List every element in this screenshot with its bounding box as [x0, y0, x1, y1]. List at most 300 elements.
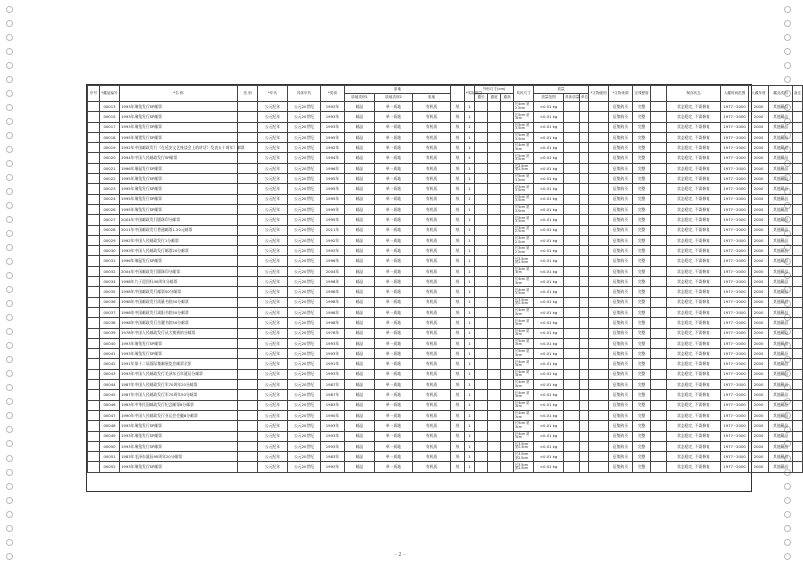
table-row — [88, 400, 803, 410]
cell-completeness: 完整 — [633, 462, 651, 472]
cell-empty — [564, 328, 580, 338]
cell-entry-year: 1977~2000 — [721, 153, 749, 163]
cell-entry-exact: 2000 — [749, 287, 769, 297]
cell-era: 公元20世纪 — [288, 266, 321, 276]
perforation-hole — [784, 511, 791, 518]
cell-weight: <0.01 kg — [534, 277, 564, 287]
perforation-hole — [6, 328, 13, 335]
table-row — [88, 338, 803, 348]
cell-empty — [580, 287, 589, 297]
cell-mat-b: 有机质 — [413, 204, 451, 214]
cell-empty — [580, 235, 589, 245]
cell-empty — [793, 132, 803, 142]
cell-mat-a: 单一质地 — [375, 143, 413, 153]
cell-empty — [501, 369, 514, 379]
cell-grade — [589, 132, 609, 142]
cell-empty — [793, 369, 803, 379]
cell-empty — [488, 277, 501, 287]
table-row — [88, 112, 803, 122]
cell-entry-year: 1977~2000 — [721, 122, 749, 132]
cell-completeness: 完整 — [633, 215, 651, 225]
cell-mat-b: 有机质 — [413, 380, 451, 390]
cell-remark: 其他藏品 — [769, 287, 793, 297]
cell-type: 邮品 — [345, 194, 375, 204]
cell-seq — [88, 246, 100, 256]
cell-condition: 状态稳定, 不需修复 — [667, 349, 721, 359]
cell-entry-exact: 2000 — [749, 153, 769, 163]
col-blank-2 — [651, 86, 667, 102]
cell-mat-c: 纸 — [451, 328, 465, 338]
cell-empty — [793, 277, 803, 287]
cell-year: 1993年 — [321, 338, 345, 348]
cell-name: 1993年瑞兔发行SP邮票 — [120, 462, 238, 472]
cell-era: 公元20世纪 — [288, 112, 321, 122]
table-row — [88, 256, 803, 266]
perforation-hole — [6, 469, 13, 476]
cell-empty — [488, 194, 501, 204]
cell-mat-b: 有机质 — [413, 307, 451, 317]
perforation-hole — [784, 48, 791, 55]
cell-empty — [475, 318, 488, 328]
cell-entry-exact: 2000 — [749, 184, 769, 194]
cell-type: 邮品 — [345, 441, 375, 451]
cell-name: 1993年中国人民邮政发行毛泽东百年诞辰分邮票 — [120, 369, 238, 379]
perforation-hole — [6, 497, 13, 504]
cell-code: 00020 — [100, 153, 120, 163]
cell-condition: 状态稳定, 不需修复 — [667, 359, 721, 369]
cell-era: 公元20世纪 — [288, 359, 321, 369]
cell-entry-exact: 2000 — [749, 452, 769, 462]
cell-empty — [651, 266, 667, 276]
cell-condition: 状态稳定, 不需修复 — [667, 369, 721, 379]
cell-weight: <0.01 kg — [534, 441, 564, 451]
cell-completeness: 完整 — [633, 400, 651, 410]
cell-mat-b: 有机质 — [413, 400, 451, 410]
table-row — [88, 153, 803, 163]
cell-seq — [88, 277, 100, 287]
col-size-w: 通宽 — [488, 94, 501, 102]
cell-completeness: 完整 — [633, 112, 651, 122]
cell-weight: <0.01 kg — [534, 380, 564, 390]
cell-empty — [501, 122, 514, 132]
table-row — [88, 421, 803, 431]
cell-empty — [651, 132, 667, 142]
cell-empty — [488, 431, 501, 441]
cell-code: 00022 — [100, 174, 120, 184]
cell-seq — [88, 112, 100, 122]
cell-mat-a: 单一质地 — [375, 266, 413, 276]
col-seq: 序号 — [88, 86, 100, 102]
cell-size: 长4cm 宽3cm — [514, 277, 534, 287]
cell-grade — [589, 184, 609, 194]
perforation-hole — [6, 20, 13, 27]
cell-weight: <0.01 kg — [534, 410, 564, 420]
cell-condition: 状态稳定, 不需修复 — [667, 225, 721, 235]
cell-source: 征集购买 — [609, 194, 633, 204]
cell-mat-b: 有机质 — [413, 328, 451, 338]
col-weight-unit: 单位 — [580, 94, 589, 102]
cell-category — [238, 462, 258, 472]
cell-size: 长3.5cm 宽2.5cm — [514, 256, 534, 266]
cell-age: 公元纪年 — [258, 153, 288, 163]
cell-size: 长4cm 宽3cm — [514, 369, 534, 379]
cell-empty — [475, 380, 488, 390]
cell-empty — [651, 184, 667, 194]
cell-seq — [88, 297, 100, 307]
cell-mat-c: 纸 — [451, 359, 465, 369]
cell-era: 公元20世纪 — [288, 256, 321, 266]
cell-category — [238, 421, 258, 431]
cell-empty — [475, 287, 488, 297]
table-row — [88, 235, 803, 245]
cell-empty — [501, 266, 514, 276]
cell-count: 1 — [465, 143, 475, 153]
cell-mat-a: 单一质地 — [375, 246, 413, 256]
cell-empty — [580, 256, 589, 266]
cell-empty — [501, 431, 514, 441]
cell-empty — [488, 369, 501, 379]
cell-seq — [88, 390, 100, 400]
cell-mat-b: 有机质 — [413, 143, 451, 153]
cell-type: 邮品 — [345, 153, 375, 163]
cell-count: 1 — [465, 256, 475, 266]
cell-remark: 其他藏品 — [769, 277, 793, 287]
cell-year: 1994年 — [321, 153, 345, 163]
cell-empty — [580, 153, 589, 163]
cell-empty — [580, 390, 589, 400]
cell-mat-a: 单一质地 — [375, 400, 413, 410]
cell-count: 1 — [465, 102, 475, 112]
cell-type: 邮品 — [345, 410, 375, 420]
cell-code: 00052 — [100, 462, 120, 472]
col-size-group: 外形尺寸(cm) — [475, 86, 514, 94]
cell-name: 1992年中国人民邮政发行1分邮票 — [120, 235, 238, 245]
cell-condition: 状态稳定, 不需修复 — [667, 307, 721, 317]
cell-source: 征集购买 — [609, 400, 633, 410]
cell-empty — [793, 287, 803, 297]
cell-remark: 其他藏品 — [769, 246, 793, 256]
perforation-hole — [6, 188, 13, 195]
cell-empty — [651, 431, 667, 441]
cell-completeness: 完整 — [633, 204, 651, 214]
cell-category — [238, 122, 258, 132]
cell-empty — [488, 122, 501, 132]
cell-weight: <0.01 kg — [534, 132, 564, 142]
cell-entry-exact: 2000 — [749, 194, 769, 204]
col-name: *名 称 — [120, 86, 238, 102]
cell-remark: 其他藏品 — [769, 163, 793, 173]
cell-empty — [488, 184, 501, 194]
cell-category — [238, 204, 258, 214]
table-row — [88, 132, 803, 142]
cell-empty — [501, 452, 514, 462]
cell-size: 长4cm 宽2.5cm — [514, 102, 534, 112]
cell-empty — [475, 184, 488, 194]
cell-age: 公元纪年 — [258, 307, 288, 317]
cell-remark: 其他藏品 — [769, 215, 793, 225]
cell-source: 征集购买 — [609, 122, 633, 132]
table-row — [88, 452, 803, 462]
cell-empty — [475, 390, 488, 400]
cell-count: 1 — [465, 369, 475, 379]
cell-size: 长3.5cm 宽2.5cm — [514, 462, 534, 472]
cell-count: 1 — [465, 277, 475, 287]
cell-code: 00031 — [100, 256, 120, 266]
cell-entry-year: 1977~2000 — [721, 235, 749, 245]
cell-empty — [488, 235, 501, 245]
cell-empty — [501, 410, 514, 420]
cell-grade — [589, 318, 609, 328]
col-code: *藏品编号 — [100, 86, 120, 102]
cell-mat-b: 有机质 — [413, 452, 451, 462]
table-row — [88, 163, 803, 173]
cell-condition: 状态稳定, 不需修复 — [667, 297, 721, 307]
cell-empty — [501, 143, 514, 153]
cell-mat-b: 有机质 — [413, 184, 451, 194]
cell-mat-b: 有机质 — [413, 297, 451, 307]
cell-grade — [589, 266, 609, 276]
cell-empty — [564, 338, 580, 348]
cell-empty — [488, 410, 501, 420]
cell-empty — [475, 328, 488, 338]
perforation-hole — [6, 412, 13, 419]
table-row — [88, 410, 803, 420]
cell-mat-c: 纸 — [451, 287, 465, 297]
cell-empty — [580, 328, 589, 338]
cell-category — [238, 225, 258, 235]
cell-weight: <0.01 kg — [534, 400, 564, 410]
cell-condition: 状态稳定, 不需修复 — [667, 174, 721, 184]
cell-empty — [580, 246, 589, 256]
cell-entry-year: 1977~2000 — [721, 256, 749, 266]
cell-source: 征集购买 — [609, 102, 633, 112]
cell-grade — [589, 215, 609, 225]
cell-weight: <0.01 kg — [534, 431, 564, 441]
cell-empty — [501, 338, 514, 348]
cell-empty — [564, 256, 580, 266]
cell-completeness: 完整 — [633, 380, 651, 390]
cell-mat-a: 单一质地 — [375, 421, 413, 431]
cell-size: 长4cm 宽3cm — [514, 318, 534, 328]
col-entry-exact: 入藏年度 — [749, 86, 769, 102]
cell-entry-exact: 2000 — [749, 102, 769, 112]
cell-empty — [793, 163, 803, 173]
cell-weight: <0.01 kg — [534, 307, 564, 317]
cell-type: 邮品 — [345, 400, 375, 410]
cell-empty — [651, 441, 667, 451]
table-row — [88, 369, 803, 379]
perforation-hole — [6, 370, 13, 377]
cell-year: 1995年 — [321, 184, 345, 194]
cell-mat-c: 纸 — [451, 380, 465, 390]
cell-code: 00038 — [100, 318, 120, 328]
cell-mat-b: 有机质 — [413, 163, 451, 173]
cell-name: 1991年第十二届国际集邮展览会邮票全张 — [120, 359, 238, 369]
cell-mat-a: 单一质地 — [375, 184, 413, 194]
cell-era: 公元20世纪 — [288, 390, 321, 400]
page-number: - 2 - — [395, 552, 405, 558]
cell-mat-a: 单一质地 — [375, 328, 413, 338]
left-perforation-strip — [6, 0, 18, 566]
cell-mat-b: 有机质 — [413, 225, 451, 235]
cell-empty — [651, 462, 667, 472]
table-row — [88, 349, 803, 359]
cell-weight: <0.01 kg — [534, 225, 564, 235]
cell-mat-b: 有机质 — [413, 359, 451, 369]
cell-empty — [488, 246, 501, 256]
cell-entry-exact: 2000 — [749, 359, 769, 369]
cell-remark: 其他藏品 — [769, 174, 793, 184]
cell-completeness: 完整 — [633, 163, 651, 173]
cell-type: 邮品 — [345, 390, 375, 400]
cell-mat-b: 有机质 — [413, 441, 451, 451]
cell-count: 1 — [465, 215, 475, 225]
cell-source: 征集购买 — [609, 174, 633, 184]
cell-era: 公元20世纪 — [288, 215, 321, 225]
perforation-hole — [6, 34, 13, 41]
cell-empty — [501, 462, 514, 472]
cell-condition: 状态稳定, 不需修复 — [667, 380, 721, 390]
cell-empty — [580, 462, 589, 472]
cell-age: 公元纪年 — [258, 277, 288, 287]
cell-type: 邮品 — [345, 132, 375, 142]
cell-empty — [580, 338, 589, 348]
cell-empty — [651, 102, 667, 112]
cell-seq — [88, 431, 100, 441]
cell-condition: 状态稳定, 不需修复 — [667, 153, 721, 163]
cell-size: 长3.5cm 宽2.5cm — [514, 441, 534, 451]
cell-empty — [488, 153, 501, 163]
cell-size: 长4cm 宽3cm — [514, 390, 534, 400]
cell-empty — [564, 174, 580, 184]
cell-mat-a: 单一质地 — [375, 112, 413, 122]
cell-entry-year: 1977~2000 — [721, 390, 749, 400]
cell-entry-exact: 2000 — [749, 410, 769, 420]
cell-condition: 状态稳定, 不需修复 — [667, 184, 721, 194]
cell-empty — [651, 380, 667, 390]
cell-era: 公元20世纪 — [288, 235, 321, 245]
cell-count: 1 — [465, 441, 475, 451]
cell-empty — [501, 235, 514, 245]
cell-entry-year: 1977~2000 — [721, 297, 749, 307]
cell-empty — [564, 266, 580, 276]
cell-empty — [475, 246, 488, 256]
col-mat-c: 质地 — [413, 94, 451, 102]
table-row — [88, 390, 803, 400]
cell-name: 1995年瑞兔发行SP邮票 — [120, 174, 238, 184]
cell-empty — [564, 194, 580, 204]
cell-entry-exact: 2000 — [749, 256, 769, 266]
cell-type: 邮品 — [345, 338, 375, 348]
cell-empty — [580, 307, 589, 317]
cell-weight: <0.01 kg — [534, 122, 564, 132]
cell-year: 2011年 — [321, 225, 345, 235]
cell-seq — [88, 287, 100, 297]
cell-completeness: 完整 — [633, 132, 651, 142]
cell-year: 1993年 — [321, 122, 345, 132]
cell-count: 1 — [465, 452, 475, 462]
cell-empty — [580, 400, 589, 410]
cell-empty — [501, 441, 514, 451]
perforation-hole — [6, 118, 13, 125]
cell-size: 长5cm 宽3.5cm — [514, 153, 534, 163]
cell-category — [238, 112, 258, 122]
cell-mat-c: 纸 — [451, 297, 465, 307]
cell-empty — [564, 122, 580, 132]
cell-code: 00041 — [100, 349, 120, 359]
cell-count: 1 — [465, 112, 475, 122]
cell-category — [238, 441, 258, 451]
cell-weight: <0.01 kg — [534, 153, 564, 163]
cell-mat-a: 单一质地 — [375, 369, 413, 379]
cell-seq — [88, 266, 100, 276]
cell-age: 公元纪年 — [258, 452, 288, 462]
cell-age: 公元纪年 — [258, 256, 288, 266]
cell-empty — [475, 452, 488, 462]
cell-mat-c: 纸 — [451, 153, 465, 163]
perforation-hole — [784, 525, 791, 532]
cell-mat-a: 单一质地 — [375, 410, 413, 420]
cell-mat-a: 单一质地 — [375, 204, 413, 214]
cell-empty — [793, 359, 803, 369]
cell-entry-exact: 2000 — [749, 122, 769, 132]
cell-name: 1995年瑞兔发行SP邮票 — [120, 194, 238, 204]
cell-empty — [501, 256, 514, 266]
cell-empty — [501, 215, 514, 225]
cell-weight: <0.01 kg — [534, 266, 564, 276]
cell-condition: 状态稳定, 不需修复 — [667, 318, 721, 328]
cell-entry-exact: 2000 — [749, 338, 769, 348]
cell-entry-exact: 2000 — [749, 318, 769, 328]
cell-year: 1996年 — [321, 256, 345, 266]
cell-empty — [564, 143, 580, 153]
cell-mat-c: 纸 — [451, 441, 465, 451]
table-row — [88, 307, 803, 317]
cell-year: 1998年 — [321, 277, 345, 287]
cell-code: 00037 — [100, 307, 120, 317]
table-row — [88, 215, 803, 225]
cell-seq — [88, 410, 100, 420]
perforation-hole — [6, 174, 13, 181]
cell-empty — [793, 338, 803, 348]
cell-year: 1998年 — [321, 307, 345, 317]
cell-empty — [564, 441, 580, 451]
cell-empty — [580, 277, 589, 287]
cell-empty — [793, 246, 803, 256]
cell-empty — [501, 380, 514, 390]
cell-empty — [488, 102, 501, 112]
cell-empty — [651, 112, 667, 122]
cell-era: 公元20世纪 — [288, 163, 321, 173]
cell-empty — [793, 153, 803, 163]
cell-mat-b: 有机质 — [413, 215, 451, 225]
cell-entry-exact: 2000 — [749, 400, 769, 410]
cell-empty — [501, 153, 514, 163]
cell-grade — [589, 163, 609, 173]
cell-empty — [501, 174, 514, 184]
cell-type: 邮品 — [345, 318, 375, 328]
cell-mat-a: 单一质地 — [375, 431, 413, 441]
cell-grade — [589, 410, 609, 420]
cell-grade — [589, 287, 609, 297]
cell-entry-exact: 2000 — [749, 307, 769, 317]
cell-entry-year: 1977~2000 — [721, 277, 749, 287]
table-row — [88, 246, 803, 256]
cell-entry-year: 1977~2000 — [721, 112, 749, 122]
cell-name: 1992年中国邮政发行《在延安文艺座谈会上的讲话》发表五十周年》邮票 — [120, 143, 238, 153]
cell-type: 邮品 — [345, 349, 375, 359]
cell-empty — [793, 421, 803, 431]
